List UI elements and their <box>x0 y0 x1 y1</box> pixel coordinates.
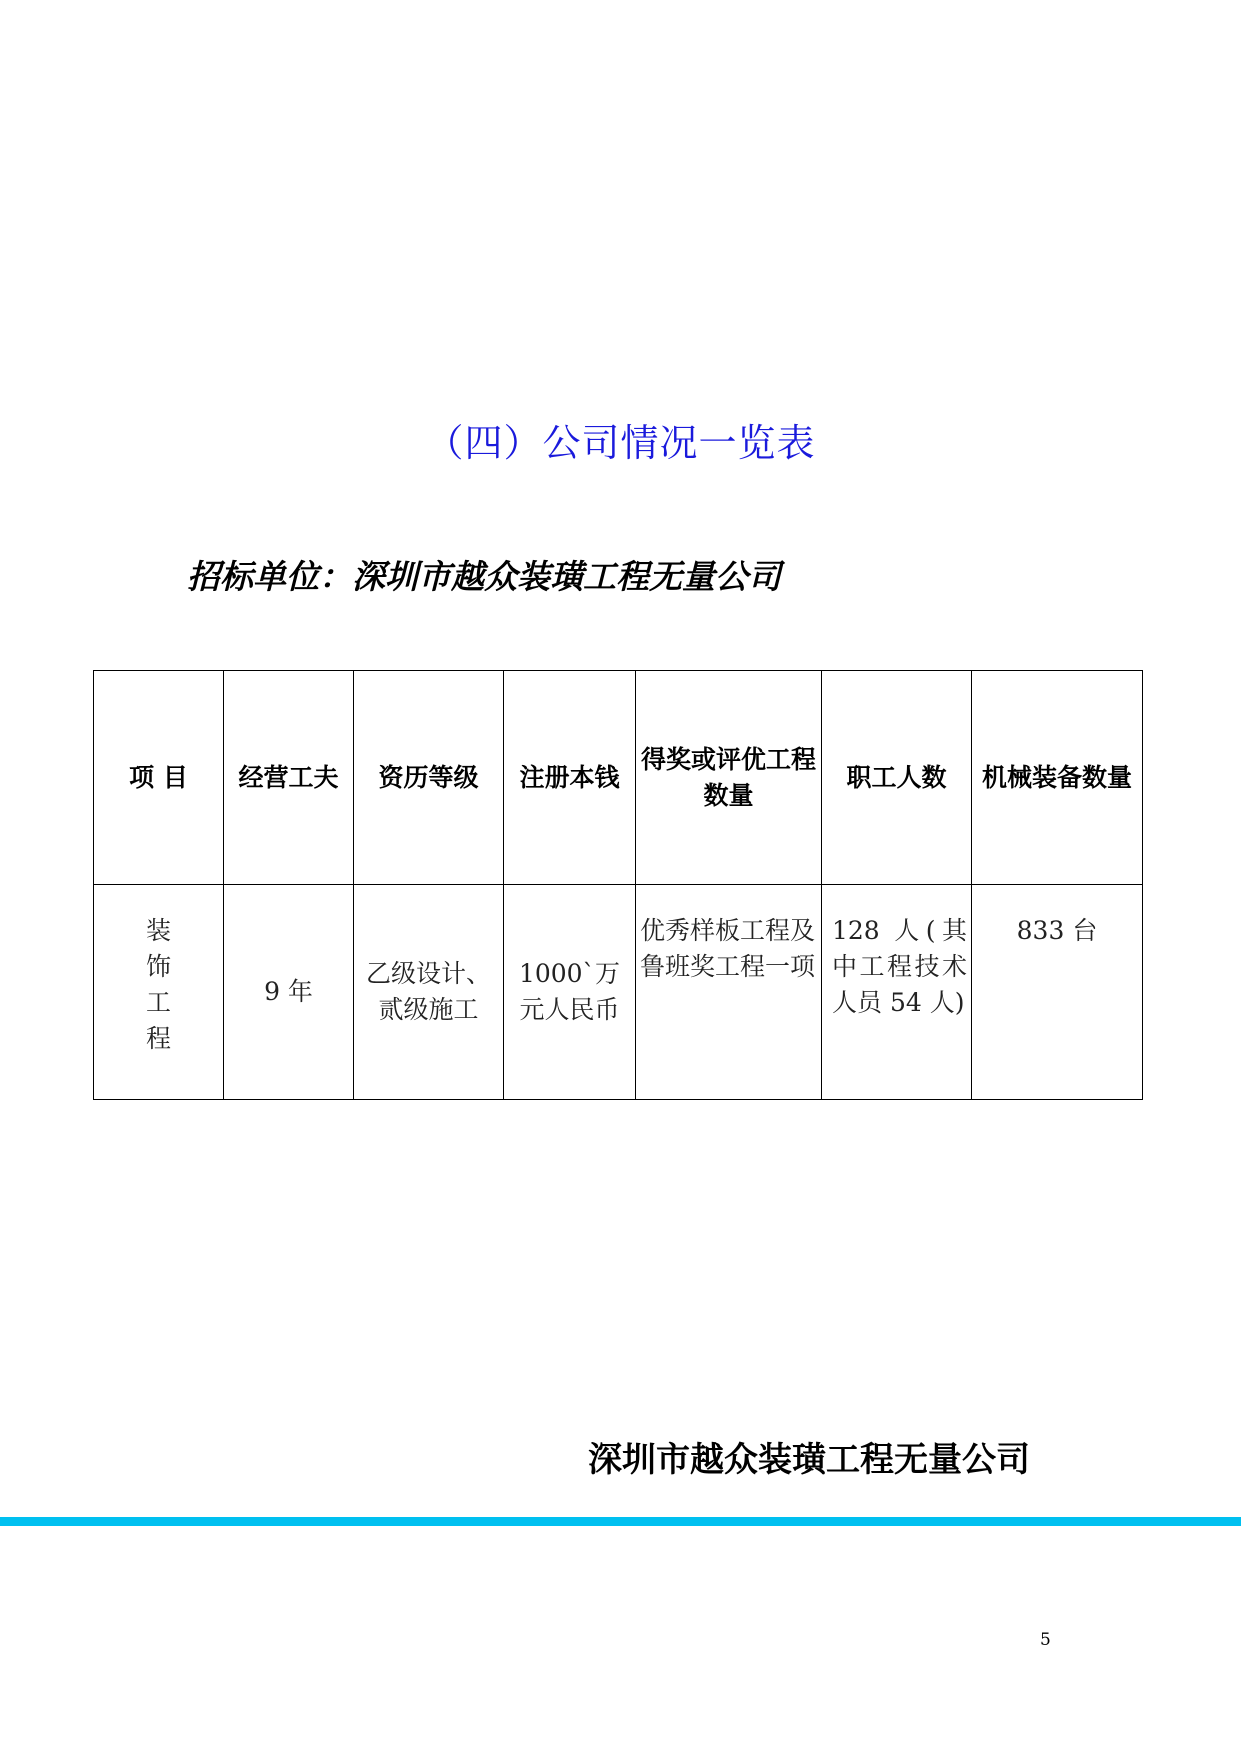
header-cell-staff: 职工人数 <box>822 671 972 885</box>
header-cell-years: 经营工夫 <box>224 671 354 885</box>
page-number: 5 <box>1040 1630 1051 1650</box>
header-cell-equipment: 机械装备数量 <box>972 671 1143 885</box>
company-info-table <box>93 670 1143 1100</box>
cell-awards: 优秀样板工程及鲁班奖工程一项 <box>636 885 822 1100</box>
cell-equipment: 833 台 <box>972 885 1143 1100</box>
company-signature: 深圳市越众装璜工程无量公司 <box>588 1440 1030 1480</box>
table-row <box>94 885 1143 1100</box>
cell-capital: 1000`万元人民币 <box>504 885 636 1100</box>
cell-staff: 128 人(其中工程技术人员 54 人) <box>822 885 972 1100</box>
header-cell-project: 项 目 <box>94 671 224 885</box>
page-title: （四）公司情况一览表 <box>425 421 816 465</box>
header-cell-capital: 注册本钱 <box>504 671 636 885</box>
table-header-row <box>94 671 1143 885</box>
cell-qualification: 乙级设计、贰级施工 <box>354 885 504 1100</box>
header-cell-awards: 得奖或评优工程数量 <box>636 671 822 885</box>
cell-project <box>94 885 224 1100</box>
cell-years: 9 年 <box>224 885 354 1100</box>
header-cell-qualification: 资历等级 <box>354 671 504 885</box>
cell-project-text: 装饰工程 <box>145 916 171 1053</box>
footer-rule <box>0 1517 1241 1526</box>
tender-unit: 招标单位：深圳市越众装璜工程无量公司 <box>187 557 781 596</box>
